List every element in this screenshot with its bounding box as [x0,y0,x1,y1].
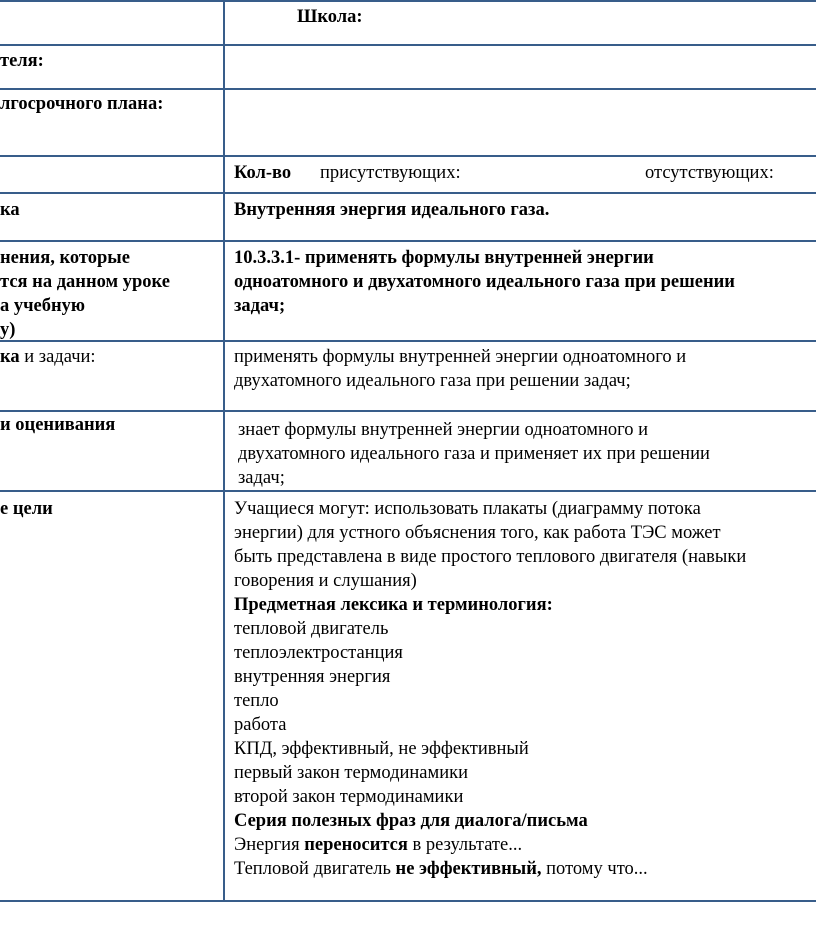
objectives-value-line: задач; [234,296,286,316]
language-goals-line: Учащиеся могут: использовать плакаты (диаграмму потока [234,499,701,519]
terms-heading: Предметная лексика и терминология: [234,595,553,615]
table-border-row3 [0,155,816,157]
learning-objectives-value [234,246,735,318]
term-item: первый закон термодинамики [234,763,469,783]
table-border-bottom [0,900,816,902]
language-goals-line: энергии) для устного объяснения того, как работа ТЭС может [234,523,721,543]
language-goals-value [234,497,746,881]
objectives-value-line: 10.3.3.1- применять формулы внутренней энергии [234,248,654,268]
objectives-label-line: а учебную [0,296,86,316]
table-border-row7 [0,410,816,412]
phrases-heading: Серия полезных фраз для диалога/письма [234,811,588,831]
lesson-goals-value [234,345,686,393]
language-goals-line: говорения и слушания) [234,571,417,591]
assessment-criteria-label: и оценивания [0,415,116,435]
objectives-label-line: тся на данном уроке [0,272,170,292]
table-border-row5 [0,240,816,242]
teacher-label: теля: [0,51,44,71]
term-item: внутренняя энергия [234,667,391,687]
lesson-goals-line: двухатомного идеального газа при решении задач; [234,371,631,391]
assessment-line: знает формулы внутренней энергии одноатомного и [238,420,648,440]
assessment-criteria-value [238,418,710,490]
phrase-bold: переносится [304,835,408,855]
attendance-label: Кол-во [234,163,292,183]
phrase-bold: не эффективный, [395,859,542,879]
lesson-topic-value: Внутренняя энергия идеального газа. [234,200,550,220]
term-item: КПД, эффективный, не эффективный [234,739,529,759]
phrase-text: Энергия [234,835,305,855]
assessment-line: задач; [238,468,285,488]
table-border-row8 [0,490,816,492]
term-item: тепло [234,691,279,711]
lesson-goals-label-bold: ка [0,347,20,367]
long-term-plan-label: лгосрочного плана: [0,94,164,114]
language-goals-line: быть представлена в виде простого теплового двигателя (навыки [234,547,747,567]
term-item: тепловой двигатель [234,619,389,639]
term-item: теплоэлектростанция [234,643,403,663]
phrase-text: Тепловой двигатель [234,859,396,879]
table-border-row1 [0,44,816,46]
absent-label: отсутствующих: [645,163,774,183]
phrase-line [234,857,746,881]
phrase-line [234,833,746,857]
table-border-top [0,0,816,2]
objectives-value-line: одноатомного и двухатомного идеального газа при решении [234,272,735,292]
lesson-goals-label-normal: и задачи: [19,347,96,367]
term-item: второй закон термодинамики [234,787,464,807]
phrase-text: в результате... [407,835,523,855]
phrase-text: потому что... [541,859,648,879]
lesson-topic-label: ка [0,200,20,220]
lesson-goals-label [0,345,96,369]
term-item: работа [234,715,287,735]
assessment-line: двухатомного идеального газа и применяет их при решении [238,444,710,464]
table-border-row4 [0,192,816,194]
present-label: присутствующих: [320,163,461,183]
learning-objectives-label [0,246,170,342]
language-goals-label: е цели [0,499,53,519]
objectives-label-line: у) [0,320,16,340]
lesson-goals-line: применять формулы внутренней энергии одноатомного и [234,347,687,367]
table-column-divider [223,0,225,902]
objectives-label-line: нения, которые [0,248,130,268]
school-label: Школа: [297,7,363,27]
table-border-row2 [0,88,816,90]
